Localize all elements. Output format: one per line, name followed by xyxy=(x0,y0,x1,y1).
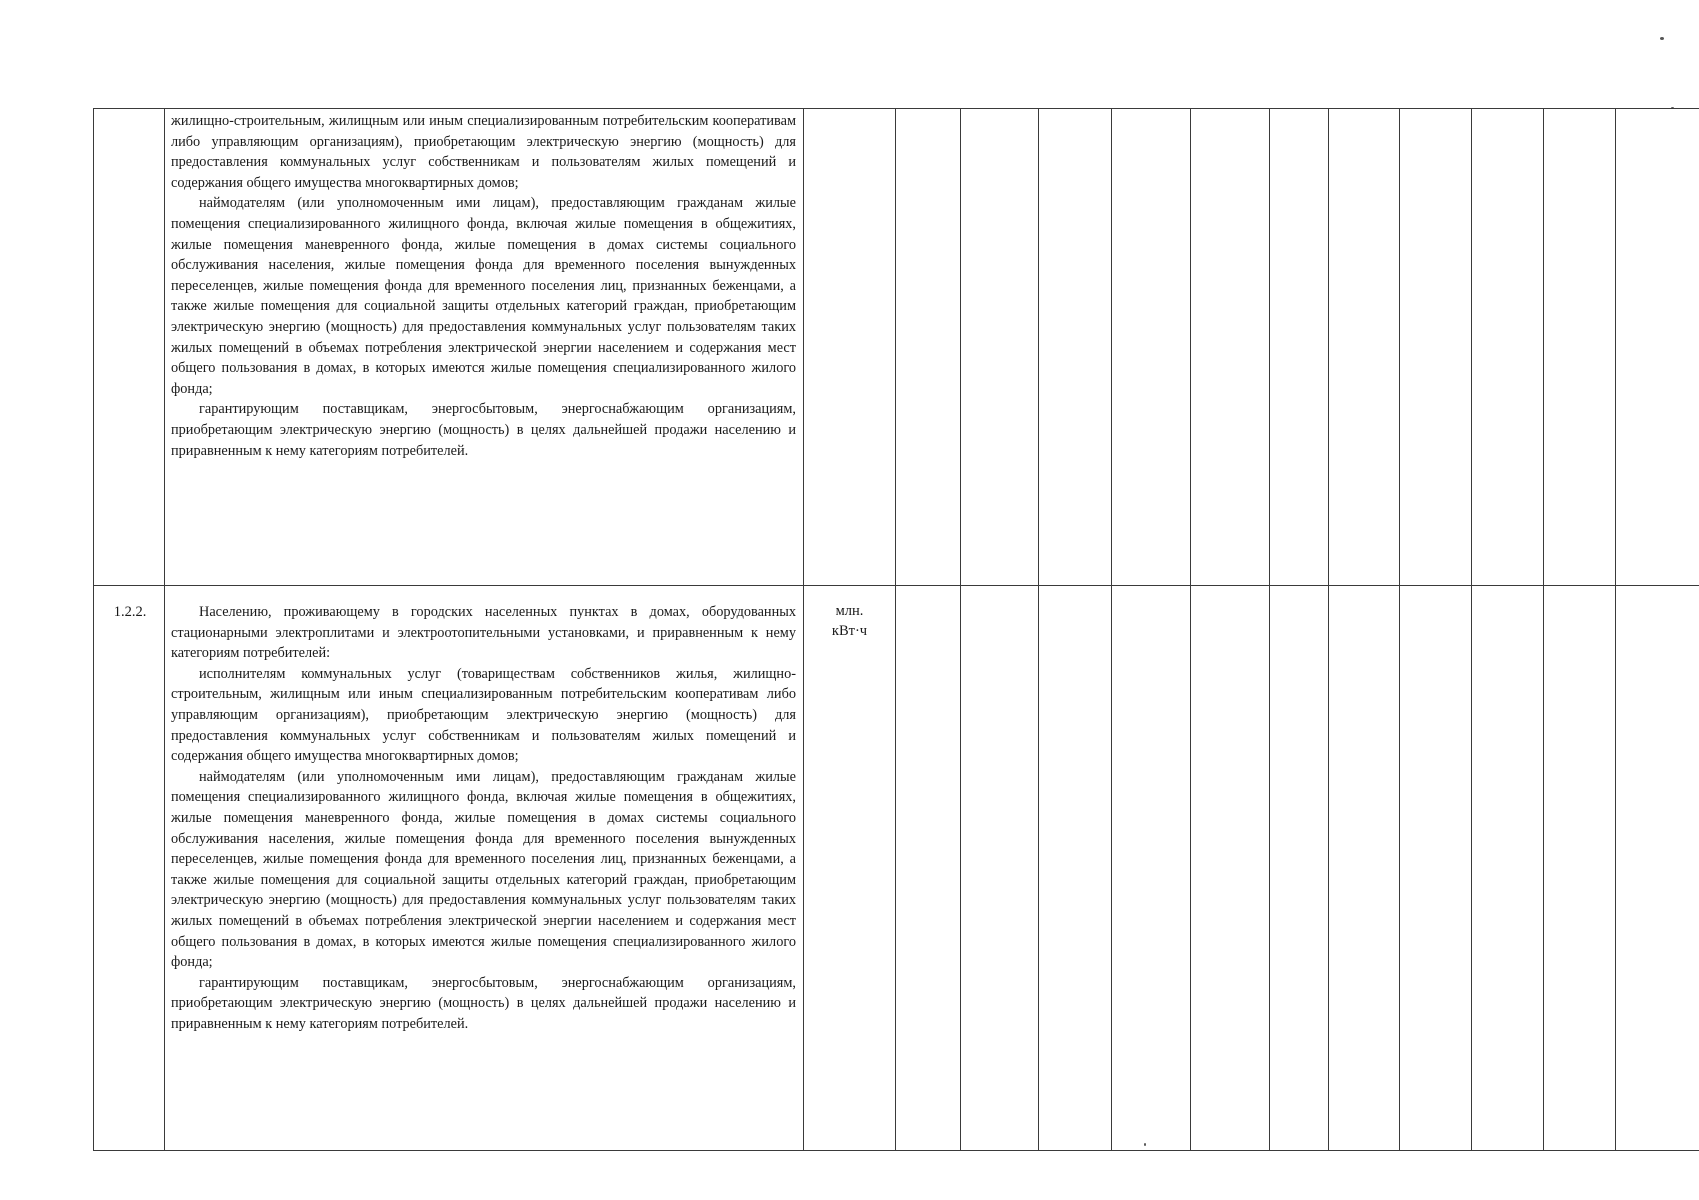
value-cell xyxy=(1544,109,1616,586)
value-cell xyxy=(896,109,961,586)
value-cell xyxy=(1270,109,1329,586)
row-description xyxy=(165,586,804,1151)
value-cell xyxy=(1400,586,1472,1151)
value-cell xyxy=(1400,109,1472,586)
scan-speck xyxy=(1660,37,1664,40)
value-cell xyxy=(1191,586,1270,1151)
value-cell xyxy=(1544,586,1616,1151)
value-cell xyxy=(961,586,1039,1151)
description-paragraph: наймодателям (или уполномоченным ими лицам), предоставляющим гражданам жилые помещения специализированного жилищного фонда, включая жилые помещения в общежитиях, жилые помещения маневренного фонда, жилые помещения в домах системы социального обслуживания населения, жилые помещения фонда для временного поселения вынужденных переселенцев, жилые помещения фонда для временного поселения лиц, признанных беженцами, а также жилые помещения для социальной защиты отдельных категорий граждан, приобретающим электрическую энергию (мощность) для предоставления коммунальных услуг пользователям таких жилых помещений в объемах потребления электрической энергии населением и содержания мест общего пользования в домах, в которых имеются жилые помещения специализированного жилого фонда; xyxy=(171,768,796,971)
value-cell xyxy=(1039,109,1112,586)
description-paragraph: гарантирующим поставщикам, энергосбытовым, энергоснабжающим организациям, приобретающим электрическую энергию (мощность) в целях дальнейшей продажи населению и приравненным к нему категориям потребителей. xyxy=(171,974,796,1032)
description-paragraph: Населению, проживающему в городских населенных пунктах в домах, оборудованных стационарными электроплитами и электроотопительными установками, и приравненным к нему категориям потребителей: xyxy=(171,604,796,662)
table-row xyxy=(94,586,1699,1151)
unit-line-2: кВт·ч xyxy=(831,623,868,639)
value-cell xyxy=(1329,586,1400,1151)
row-number: 1.2.2. xyxy=(94,586,165,1151)
value-cell xyxy=(1472,109,1544,586)
value-cell xyxy=(1472,586,1544,1151)
value-cell xyxy=(1039,586,1112,1151)
unit-cell xyxy=(804,586,896,1151)
value-cell xyxy=(1616,586,1699,1151)
value-cell xyxy=(896,586,961,1151)
value-cell xyxy=(961,109,1039,586)
description-paragraph: наймодателям (или уполномоченным ими лицам), предоставляющим гражданам жилые помещения специализированного жилищного фонда, включая жилые помещения в общежитиях, жилые помещения маневренного фонда, жилые помещения в домах системы социального обслуживания населения, жилые помещения фонда для временного поселения вынужденных переселенцев, жилые помещения фонда для временного поселения лиц, признанных беженцами, а также жилые помещения для социальной защиты отдельных категорий граждан, приобретающим электрическую энергию (мощность) для предоставления коммунальных услуг пользователям таких жилых помещений в объемах потребления электрической энергии населением и содержания мест общего пользования в домах, в которых имеются жилые помещения специализированного жилого фонда; xyxy=(171,195,796,397)
value-cell xyxy=(1616,109,1699,586)
unit-line-1: млн. xyxy=(835,603,864,619)
value-cell xyxy=(1112,586,1191,1151)
unit-cell xyxy=(804,109,896,586)
description-paragraph: исполнителям коммунальных услуг (товариществам собственников жилья, жилищно-строительным, жилищным или иным специализированным потребительским кооперативам либо управляющим организациям), приобретающим электрическую энергию (мощность) для предоставления коммунальных услуг собственникам и пользователям жилых помещений и содержания общего имущества многоквартирных домов; xyxy=(171,665,796,765)
value-cell xyxy=(1329,109,1400,586)
row-description xyxy=(165,109,804,586)
table-row xyxy=(94,109,1699,586)
row-number xyxy=(94,109,165,586)
description-paragraph: жилищно-строительным, жилищным или иным специализированным потребительским кооперативам либо управляющим организациям), приобретающим электрическую энергию (мощность) для предоставления коммунальных услуг собственникам и пользователям жилых помещений и содержания общего имущества многоквартирных домов; xyxy=(171,113,796,191)
value-cell xyxy=(1191,109,1270,586)
tariff-table xyxy=(93,108,1699,1151)
value-cell xyxy=(1112,109,1191,586)
value-cell xyxy=(1270,586,1329,1151)
description-paragraph: гарантирующим поставщикам, энергосбытовым, энергоснабжающим организациям, приобретающим электрическую энергию (мощность) в целях дальнейшей продажи населению и приравненным к нему категориям потребителей. xyxy=(171,401,796,459)
